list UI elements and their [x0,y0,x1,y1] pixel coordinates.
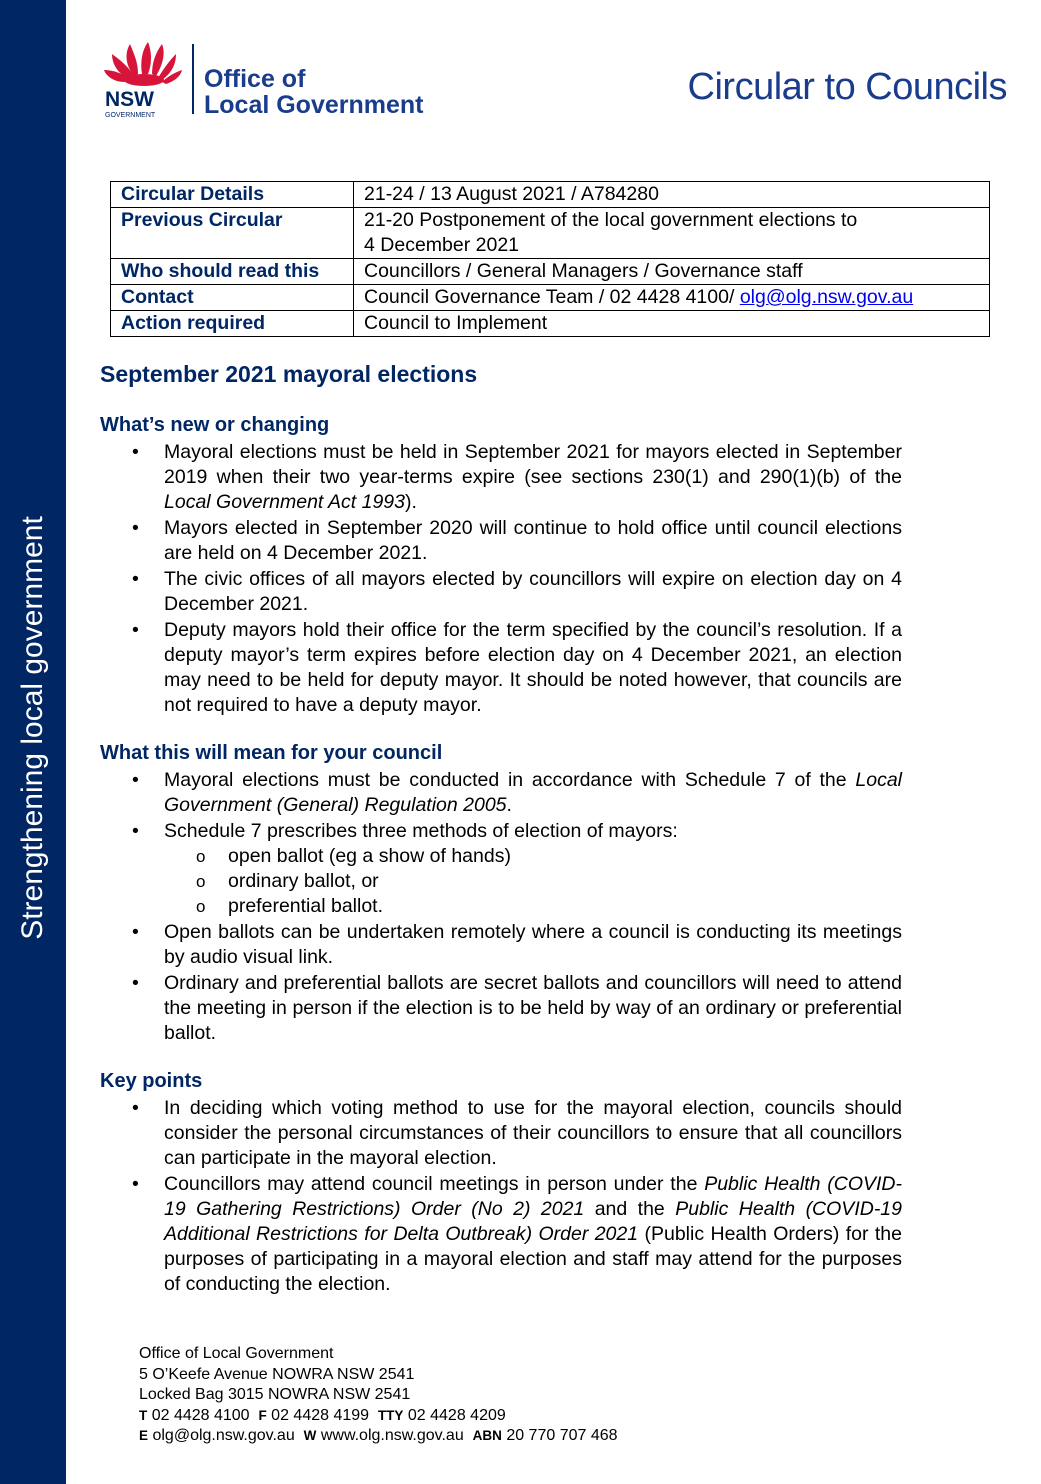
list-item: o preferential ballot. [192,894,902,919]
list-item: • Open ballots can be undertaken remotely where a council is conducting its meetings by audio visual link. [128,920,902,970]
document-type-title: Circular to Councils [687,66,1007,108]
nsw-waratah-logo-icon [104,40,194,120]
row-label: Circular Details [111,182,354,208]
footer-address: Office of Local Government 5 O’Keefe Avenue NOWRA NSW 2541 Locked Bag 3015 NOWRA NSW 2541 T 02 4428 4100 F 02 4428 4199 TTY 02 4428 4209 E olg@olg.nsw.gov.au W www.olg.nsw.gov.au ABN 20 770 707 468 [139,1344,618,1447]
list-item: • Mayors elected in September 2020 will continue to hold office until council elections are held on 4 December 2021. [128,516,902,566]
section-heading-meaning: What this will mean for your council [100,742,443,764]
table-row [111,259,990,285]
list-item: o open ballot (eg a show of hands) [192,844,902,869]
list-item: • In deciding which voting method to use for the mayoral election, councils should consider the personal circumstances of their councillors to ensure that all councillors can participate in the mayoral election. [128,1096,902,1171]
row-label: Who should read this [111,259,354,285]
svg-text:GOVERNMENT: GOVERNMENT [105,112,156,119]
row-value: Councillors / General Managers / Governance staff [354,259,990,285]
row-value: Council to Implement [354,311,990,337]
table-row [111,311,990,337]
ballot-methods-list [164,844,902,919]
table-row [111,208,990,259]
sidebar-slogan: Strengthening local government [16,516,49,940]
row-label: Contact [111,285,354,311]
list-item: • Ordinary and preferential ballots are secret ballots and councillors will need to attend the meeting in person if the election is to be held by way of an ordinary or preferential ballot. [128,971,902,1046]
row-value: 21-24 / 13 August 2021 / A784280 [354,182,990,208]
row-label: Previous Circular [111,208,354,259]
contact-email-link[interactable]: olg@olg.nsw.gov.au [739,286,914,308]
list-whats-new [128,440,902,719]
footer-phones: T 02 4428 4100 F 02 4428 4199 TTY 02 4428 4209 [139,1406,506,1424]
section-heading-key-points: Key points [100,1070,203,1092]
svg-text:NSW: NSW [105,88,154,111]
organisation-name [204,66,424,118]
footer-web: E olg@olg.nsw.gov.au W www.olg.nsw.gov.au ABN 20 770 707 468 [139,1427,618,1445]
list-key-points [128,1096,902,1298]
logo-divider [192,44,194,114]
section-heading-new: What’s new or changing [100,414,330,436]
sidebar-band [0,0,66,1484]
org-line-1: Office of [204,65,306,93]
page-title: September 2021 mayoral elections [100,361,478,387]
row-label: Action required [111,311,354,337]
list-item: • Mayoral elections must be held in September 2021 for mayors elected in September 2019 when their two year-terms expire (see sections 230(1) and 290(1)(b) of the Local Government Act 1993). [128,440,902,515]
row-value: Council Governance Team / 02 4428 4100/ olg@olg.nsw.gov.au [354,285,990,311]
list-council-meaning [128,768,902,1047]
list-item: • Schedule 7 prescribes three methods of election of mayors: o open ballot (eg a show of hands) o ordinary ballot, or o preferential ballot. [128,819,902,919]
list-item: o ordinary ballot, or [192,869,902,894]
row-value: 21-20 Postponement of the local government elections to 4 December 2021 [354,208,990,259]
table-row [111,182,990,208]
list-item: • Deputy mayors hold their office for the term specified by the council’s resolution. If a deputy mayor’s term expires before election day on 4 December 2021, an election may need to be held for deputy mayor. It should be noted however, that councils are not required to have a deputy mayor. [128,618,902,718]
list-item: • The civic offices of all mayors elected by councillors will expire on election day on 4 December 2021. [128,567,902,617]
org-line-2: Local Government [204,91,424,119]
list-item: • Councillors may attend council meetings in person under the Public Health (COVID-19 Gathering Restrictions) Order (No 2) 2021 and the Public Health (COVID-19 Additional Restrictions for Delta Outbreak) Order 2021 (Public Health Orders) for the purposes of participating in a mayoral election and staff may attend for the purposes of conducting the election. [128,1172,902,1297]
list-item: • Mayoral elections must be conducted in accordance with Schedule 7 of the Local Government (General) Regulation 2005. [128,768,902,818]
circular-details-table [110,181,990,337]
table-row [111,285,990,311]
